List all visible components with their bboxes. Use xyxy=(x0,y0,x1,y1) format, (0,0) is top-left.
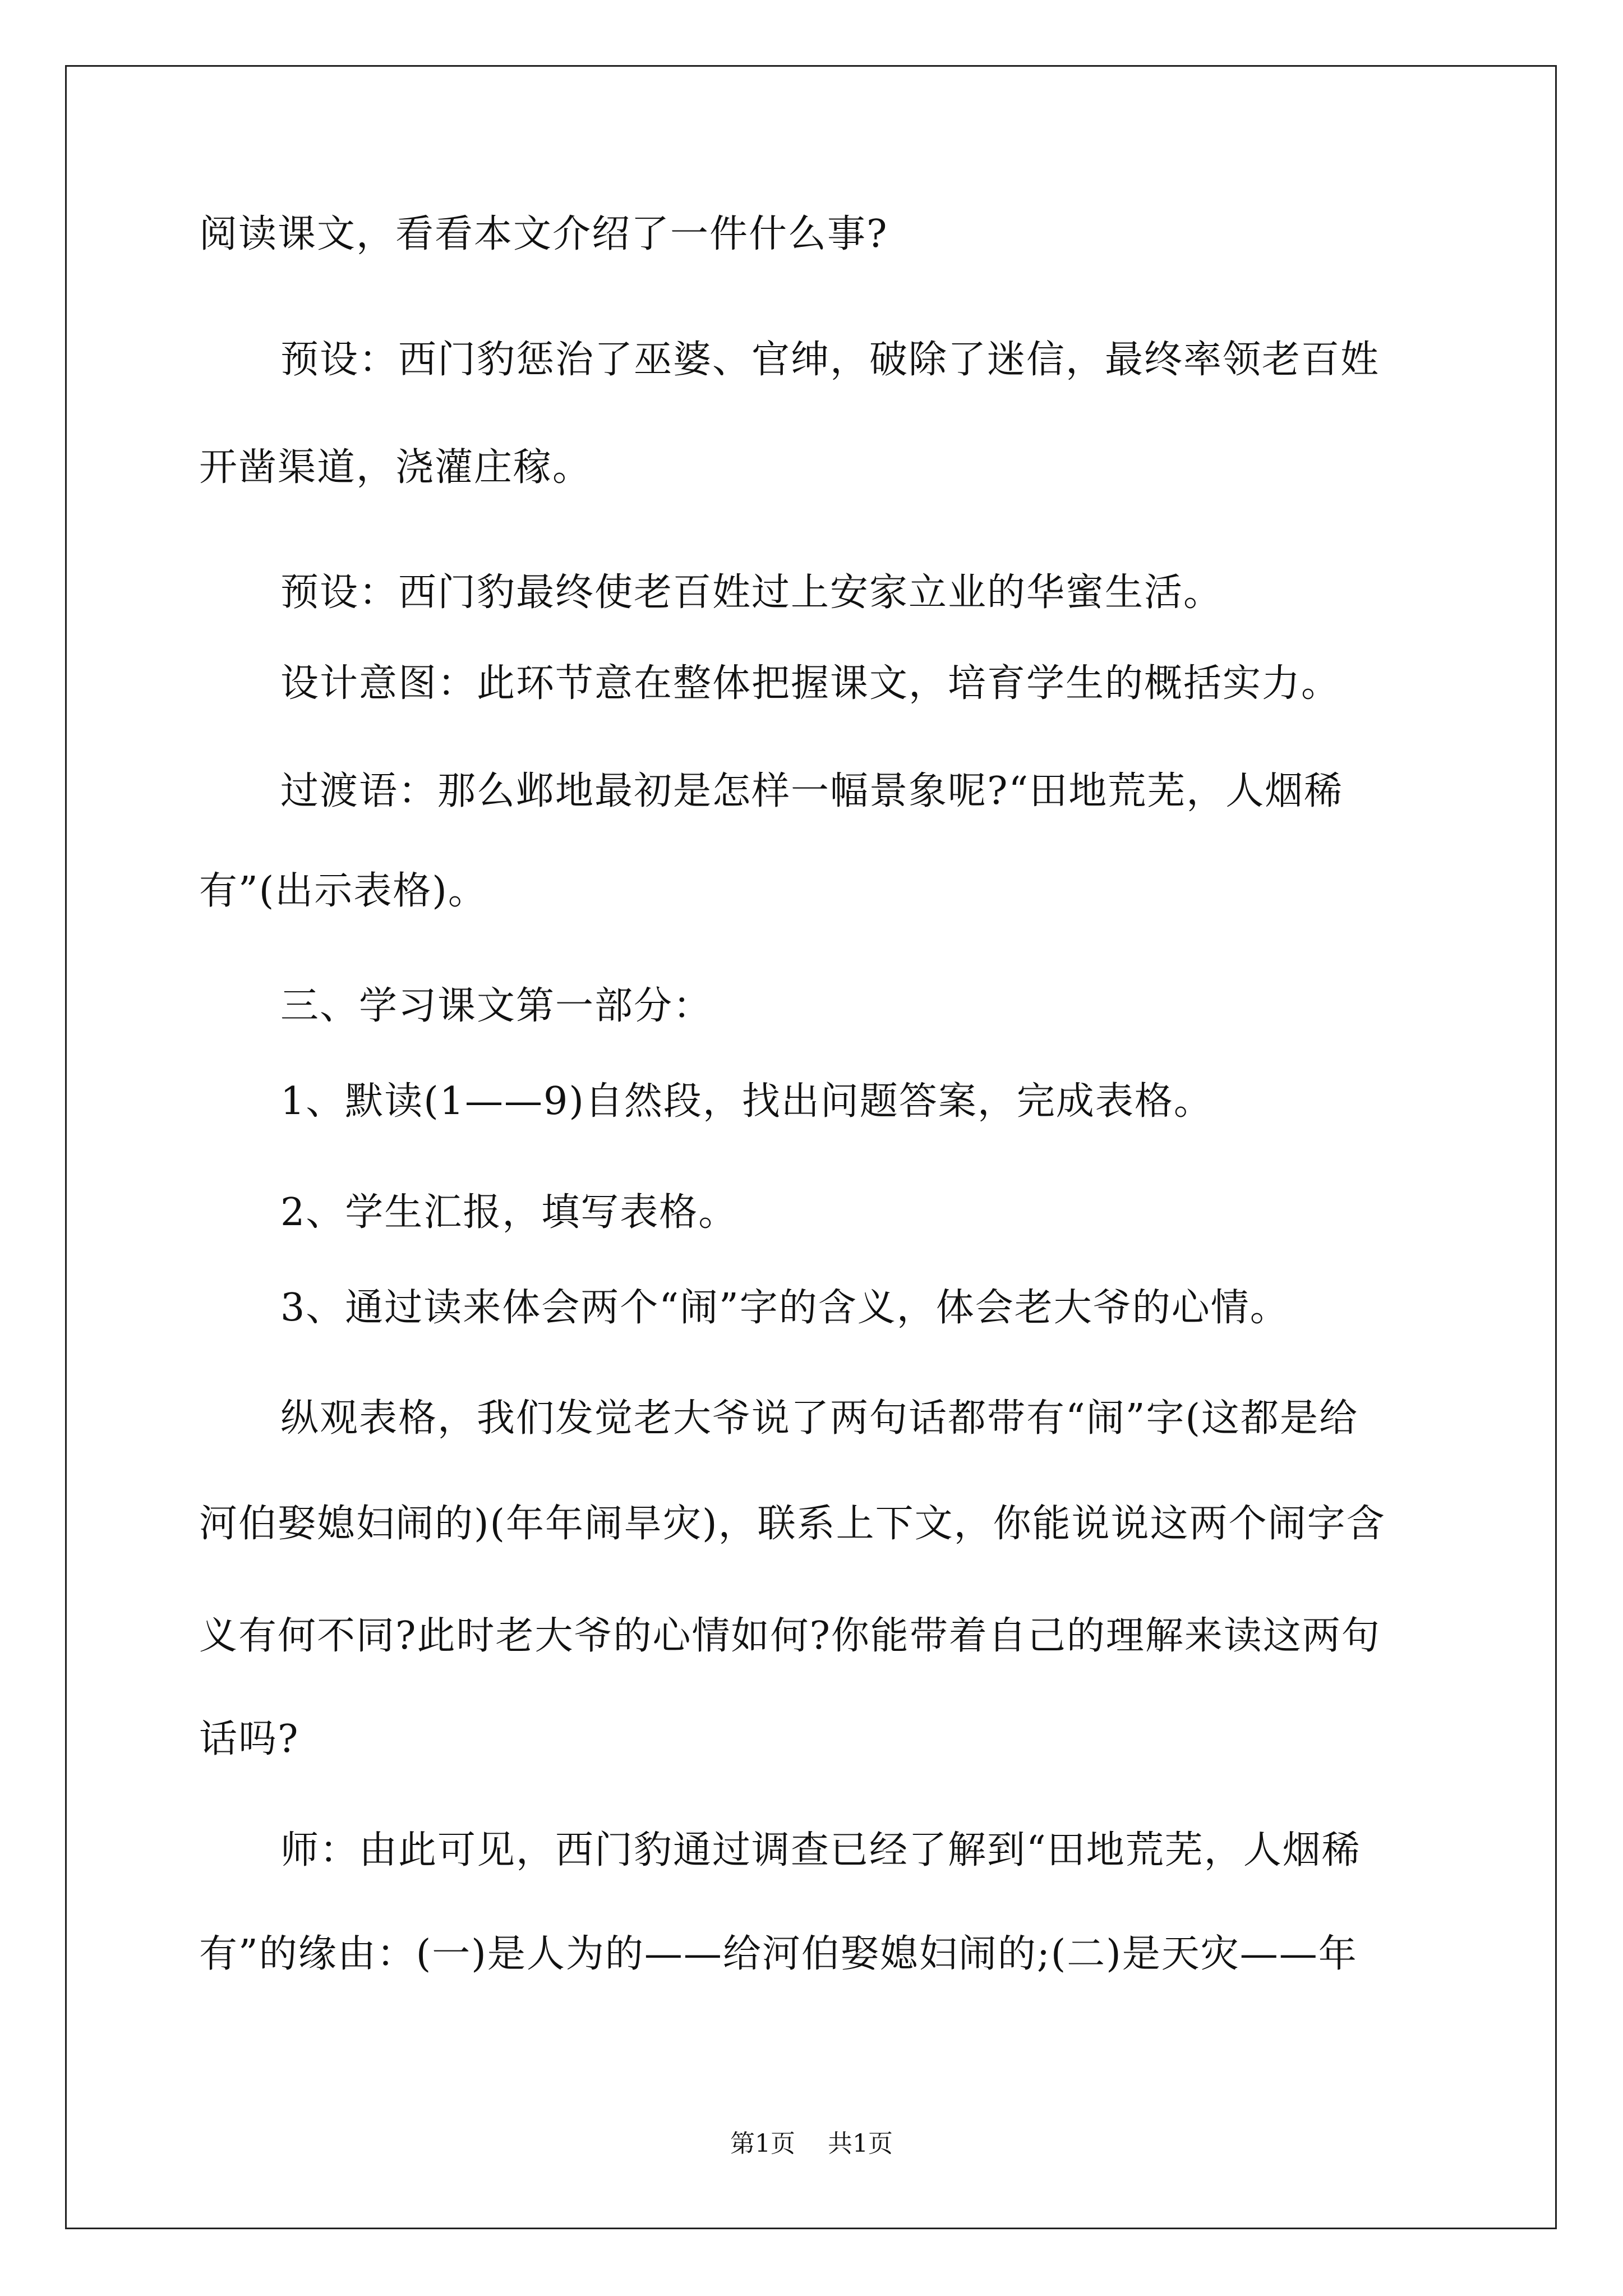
text-line: 开凿渠道，浇灌庄稼。 xyxy=(199,445,592,490)
text-line: 师：由此可见，西门豹通过调查已经了解到“田地荒芜，人烟稀 xyxy=(280,1828,1361,1872)
page-footer xyxy=(0,2123,1623,2159)
text-line: 义有何不同?此时老大爷的心情如何?你能带着自己的理解来读这两句 xyxy=(199,1614,1381,1658)
text-line: 3、通过读来体会两个“闹”字的含义，体会老大爷的心情。 xyxy=(280,1286,1289,1330)
text-line: 河伯娶媳妇闹的)(年年闹旱灾)，联系上下文，你能说说这两个闹字含 xyxy=(199,1502,1386,1546)
text-line: 预设：西门豹惩治了巫婆、官绅，破除了迷信，最终率领老百姓 xyxy=(280,338,1380,382)
text-line: 1、默读(1——9)自然段，找出问题答案，完成表格。 xyxy=(280,1079,1213,1124)
text-line: 设计意图：此环节意在整体把握课文，培育学生的概括实力。 xyxy=(280,661,1341,706)
text-line: 过渡语：那么邺地最初是怎样一幅景象呢?“田地荒芜，人烟稀 xyxy=(280,769,1344,813)
text-line: 有”的缘由：(一)是人为的——给河伯娶媳妇闹的;(二)是天灾——年 xyxy=(199,1932,1358,1976)
text-line: 预设：西门豹最终使老百姓过上安家立业的华蜜生活。 xyxy=(280,570,1223,615)
text-line: 有”(出示表格)。 xyxy=(199,869,487,913)
text-line: 话吗? xyxy=(199,1717,299,1761)
text-line: 纵观表格，我们发觉老大爷说了两句话都带有“闹”字(这都是给 xyxy=(280,1396,1359,1441)
text-line: 阅读课文，看看本文介绍了一件什么事? xyxy=(199,212,888,256)
text-line: 2、学生汇报，填写表格。 xyxy=(280,1190,738,1235)
text-line: 三、学习课文第一部分： xyxy=(280,984,713,1028)
page-total: 共1页 xyxy=(828,2129,893,2158)
page-number: 第1页 xyxy=(730,2129,795,2158)
page-border xyxy=(65,65,1557,2229)
